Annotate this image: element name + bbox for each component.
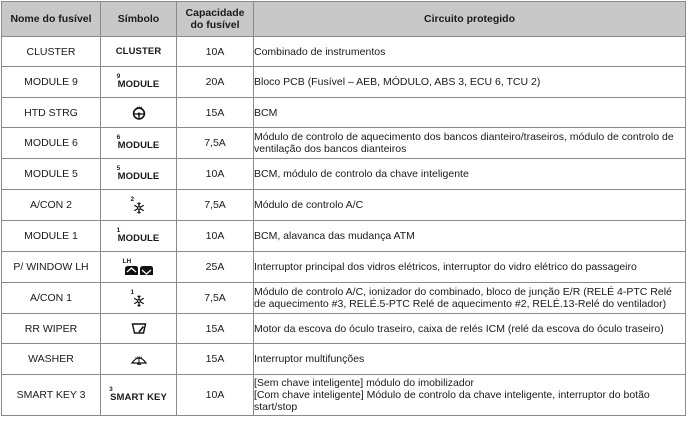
fuse-circuit: [254, 221, 686, 252]
fuse-circuit: [254, 190, 686, 221]
symbol-number: 6: [116, 134, 121, 141]
table-row: [2, 98, 686, 128]
symbol-text: SMART KEY: [110, 392, 167, 403]
fuse-symbol: [101, 283, 177, 314]
fuse-name: A/CON 1: [2, 283, 101, 314]
table-row: [2, 221, 686, 252]
fuse-symbol: [101, 37, 177, 67]
fuse-table: [1, 1, 686, 416]
circuit-line: Interruptor multifunções: [254, 353, 365, 365]
fuse-table-page: [1, 1, 685, 420]
washer-icon: [130, 352, 148, 366]
circuit-line: Interruptor principal dos vidros elétricos, interruptor do vidro elétrico do passageiro: [254, 261, 637, 273]
fuse-circuit: [254, 314, 686, 344]
symbol-text: MODULE: [117, 79, 160, 90]
fuse-name: WASHER: [2, 344, 101, 375]
header-row: [2, 2, 686, 37]
symbol-number: LH: [122, 257, 132, 265]
fuse-capacity: 7,5A: [177, 283, 254, 314]
fuse-symbol: [101, 159, 177, 190]
fuse-symbol: [101, 190, 177, 221]
table-row: [2, 37, 686, 67]
header-symbol: Símbolo: [101, 2, 177, 37]
fuse-name: A/CON 2: [2, 190, 101, 221]
header-fuse-name: Nome do fusível: [2, 2, 101, 37]
fuse-symbol: [101, 67, 177, 98]
fuse-circuit: [254, 375, 686, 416]
table-row: [2, 159, 686, 190]
symbol-number: 9: [116, 73, 121, 80]
fuse-symbol: [101, 252, 177, 283]
circuit-line: Módulo de controlo A/C, ionizador do combinado, bloco de junção E/R (RELÉ 4-PTC Relé: [254, 286, 672, 298]
circuit-line: BCM, módulo de controlo da chave inteligente: [254, 168, 469, 180]
table-row: [2, 314, 686, 344]
fuse-symbol: [101, 128, 177, 159]
fuse-name: RR WIPER: [2, 314, 101, 344]
fuse-circuit: [254, 37, 686, 67]
fuse-capacity: 15A: [177, 344, 254, 375]
symbol-number: 1: [116, 227, 121, 234]
symbol-text: MODULE: [117, 171, 160, 182]
fuse-circuit: [254, 344, 686, 375]
table-row: [2, 252, 686, 283]
fuse-capacity: 7,5A: [177, 190, 254, 221]
circuit-line: BCM, alavanca das mudança ATM: [254, 230, 415, 242]
symbol-number: 2: [130, 195, 135, 203]
circuit-line: Bloco PCB (Fusível – AEB, MÓDULO, ABS 3, ECU 6, TCU 2): [254, 76, 541, 88]
fuse-capacity: 15A: [177, 314, 254, 344]
fuse-name: SMART KEY 3: [2, 375, 101, 416]
fuse-capacity: 20A: [177, 67, 254, 98]
circuit-line: ventilação dos bancos dianteiros: [254, 143, 407, 155]
circuit-line: start/stop: [254, 401, 298, 413]
header-capacity-line1: Capacidade: [185, 7, 245, 19]
symbol-number: 5: [116, 165, 121, 172]
fuse-capacity: 15A: [177, 98, 254, 128]
fuse-circuit: [254, 67, 686, 98]
symbol-number: 1: [130, 288, 135, 296]
fuse-symbol: [101, 344, 177, 375]
fuse-circuit: [254, 98, 686, 128]
fuse-symbol: [101, 314, 177, 344]
table-row: [2, 375, 686, 416]
fuse-capacity: 10A: [177, 375, 254, 416]
fuse-name: CLUSTER: [2, 37, 101, 67]
header-capacity: [177, 2, 254, 37]
table-row: [2, 190, 686, 221]
fuse-capacity: 7,5A: [177, 128, 254, 159]
fuse-name: MODULE 1: [2, 221, 101, 252]
fuse-name: MODULE 6: [2, 128, 101, 159]
circuit-line: de aquecimento #3, RELÉ.5-PTC Relé de aquecimento #2, RELÉ.13-Relé do ventilador): [254, 298, 667, 310]
symbol-text: MODULE: [117, 233, 160, 244]
circuit-line: Módulo de controlo A/C: [254, 199, 364, 211]
fuse-capacity: 25A: [177, 252, 254, 283]
fuse-circuit: [254, 252, 686, 283]
circuit-line: Combinado de instrumentos: [254, 45, 386, 58]
header-circuit: Circuito protegido: [254, 2, 686, 37]
rear-wiper-icon: [131, 322, 147, 335]
circuit-line: BCM: [254, 106, 278, 119]
symbol-text: CLUSTER: [115, 46, 162, 57]
fuse-symbol: [101, 375, 177, 416]
table-row: [2, 283, 686, 314]
circuit-line: [Com chave inteligente] Módulo de controlo da chave inteligente, interruptor do botão: [254, 389, 650, 401]
header-capacity-line2: do fusível: [190, 19, 240, 31]
fuse-circuit: [254, 283, 686, 314]
table-row: [2, 128, 686, 159]
circuit-line: [Sem chave inteligente] módulo do imobilizador: [254, 377, 475, 389]
fuse-symbol: [101, 98, 177, 128]
circuit-line: Módulo de controlo de aquecimento dos bancos dianteiro/traseiros, módulo de controlo de: [254, 131, 674, 143]
circuit-line: Motor da escova do óculo traseiro, caixa de relés ICM (relé da escova do óculo traseiro): [254, 322, 664, 335]
fuse-capacity: 10A: [177, 159, 254, 190]
fuse-symbol: [101, 221, 177, 252]
table-row: [2, 67, 686, 98]
fuse-circuit: [254, 128, 686, 159]
symbol-number: 3: [109, 386, 113, 393]
fuse-capacity: 10A: [177, 37, 254, 67]
fuse-capacity: 10A: [177, 221, 254, 252]
table-row: [2, 344, 686, 375]
fuse-circuit: [254, 159, 686, 190]
fuse-name: P/ WINDOW LH: [2, 252, 101, 283]
symbol-text: MODULE: [117, 140, 160, 151]
fuse-name: MODULE 9: [2, 67, 101, 98]
fuse-name: MODULE 5: [2, 159, 101, 190]
fuse-name: HTD STRG: [2, 98, 101, 128]
heated-steering-wheel-icon: [132, 106, 146, 120]
